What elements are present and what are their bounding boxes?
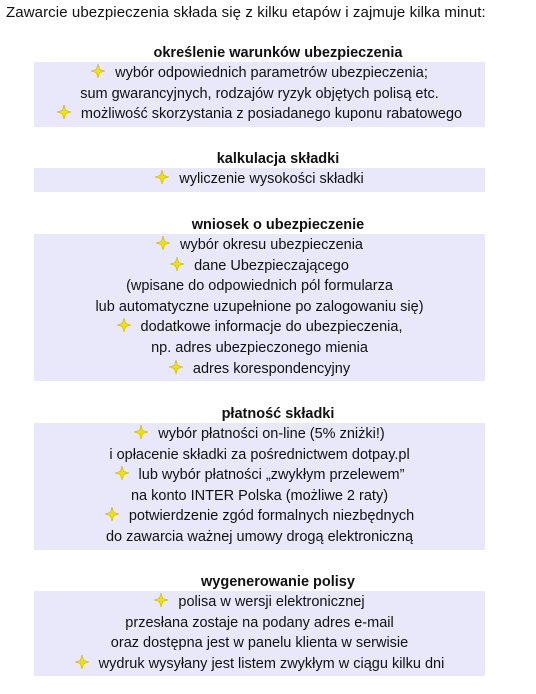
list-item-text: potwierdzenie zgód formalnych niezbędnych [128, 508, 415, 525]
section-premium-payment [0, 405, 536, 550]
list-item-text: wyliczenie wysokości składki [179, 171, 364, 187]
intro-text: Zawarcie ubezpieczenia składa się z kilku etapów i zajmuje kilka minut: [6, 4, 486, 21]
list-item-text: wybór okresu ubezpieczenia [180, 237, 363, 253]
yellow-star-icon [170, 257, 184, 271]
list-item [34, 317, 485, 338]
list-item [34, 445, 485, 466]
list-item [34, 63, 485, 84]
list-item [34, 424, 485, 445]
list-item [34, 235, 485, 256]
yellow-star-icon [105, 507, 119, 521]
list-item [34, 592, 485, 613]
list-item [34, 84, 485, 105]
list-item-text: dane Ubezpieczającego [194, 257, 349, 274]
yellow-star-icon [91, 64, 105, 78]
section-title: wniosek o ubezpieczenie [191, 217, 365, 233]
list-item-text: dodatkowe informacje do ubezpieczenia, [140, 319, 403, 336]
list-item-text: polisa w wersji elektronicznej [178, 594, 365, 610]
list-item [34, 359, 485, 380]
section-policy-generation [0, 573, 536, 676]
list-item-text: i opłacenie składki za pośrednictwem dotpay.pl [109, 446, 410, 463]
list-item-text: wybór płatności on-line (5% zniżki!) [158, 426, 385, 442]
section-premium-calculation [0, 150, 536, 192]
list-item-text: możliwość skorzystania z posiadanego kuponu rabatowego [80, 106, 463, 123]
list-item-text: oraz dostępna jest w panelu klienta w serwisie [110, 635, 409, 652]
list-item [34, 169, 485, 190]
list-item [34, 613, 485, 634]
list-item-text: wydruk wysyłany jest listem zwykłym w ciągu kilku dni [98, 655, 445, 672]
yellow-star-icon [57, 105, 71, 119]
list-item [34, 104, 485, 125]
yellow-star-icon [154, 593, 168, 607]
list-item [34, 338, 485, 359]
list-item-text: do zawarcia ważnej umowy drogą elektroniczną [105, 528, 414, 545]
list-item [34, 276, 485, 297]
section-title: wygenerowanie polisy [201, 574, 355, 590]
list-item-text: wybór odpowiednich parametrów ubezpieczenia; [115, 65, 428, 81]
list-item [34, 256, 485, 277]
yellow-star-icon [169, 360, 183, 374]
list-item [34, 654, 485, 675]
list-item [34, 486, 485, 507]
list-item-text: (wpisane do odpowiednich pól formularza [126, 278, 393, 295]
yellow-star-icon [156, 236, 170, 250]
section-insurance-application [0, 216, 536, 381]
list-item [34, 633, 485, 654]
yellow-star-icon [115, 466, 129, 480]
section-box [34, 62, 485, 127]
section-box [34, 423, 485, 550]
list-item [34, 465, 485, 486]
list-item-text: lub wybór płatności „zwykłym przelewem” [138, 467, 405, 484]
list-item-text: sum gwarancyjnych, rodzajów ryzyk objętych polisą etc. [80, 85, 439, 102]
list-item [34, 506, 485, 527]
section-title: kalkulacja składki [216, 151, 340, 167]
list-item [34, 527, 485, 548]
list-item [34, 297, 485, 318]
yellow-star-icon [75, 655, 89, 669]
list-item-text: lub automatyczne uzupełnione po zalogowaniu się) [95, 298, 424, 315]
list-item-text: adres korespondencyjny [192, 360, 351, 377]
section-title: określenie warunków ubezpieczenia [153, 45, 403, 61]
yellow-star-icon [117, 318, 131, 332]
yellow-star-icon [134, 425, 148, 439]
list-item-text: np. adres ubezpieczonego mienia [151, 339, 368, 356]
list-item-text: przesłana zostaje na podany adres e-mail [125, 614, 394, 631]
list-item-text: na konto INTER Polska (możliwe 2 raty) [130, 487, 389, 504]
section-box [34, 234, 485, 381]
section-box [34, 591, 485, 676]
section-box [34, 168, 485, 192]
section-title: płatność składki [221, 406, 335, 422]
yellow-star-icon [155, 170, 169, 184]
section-conditions [0, 44, 536, 127]
